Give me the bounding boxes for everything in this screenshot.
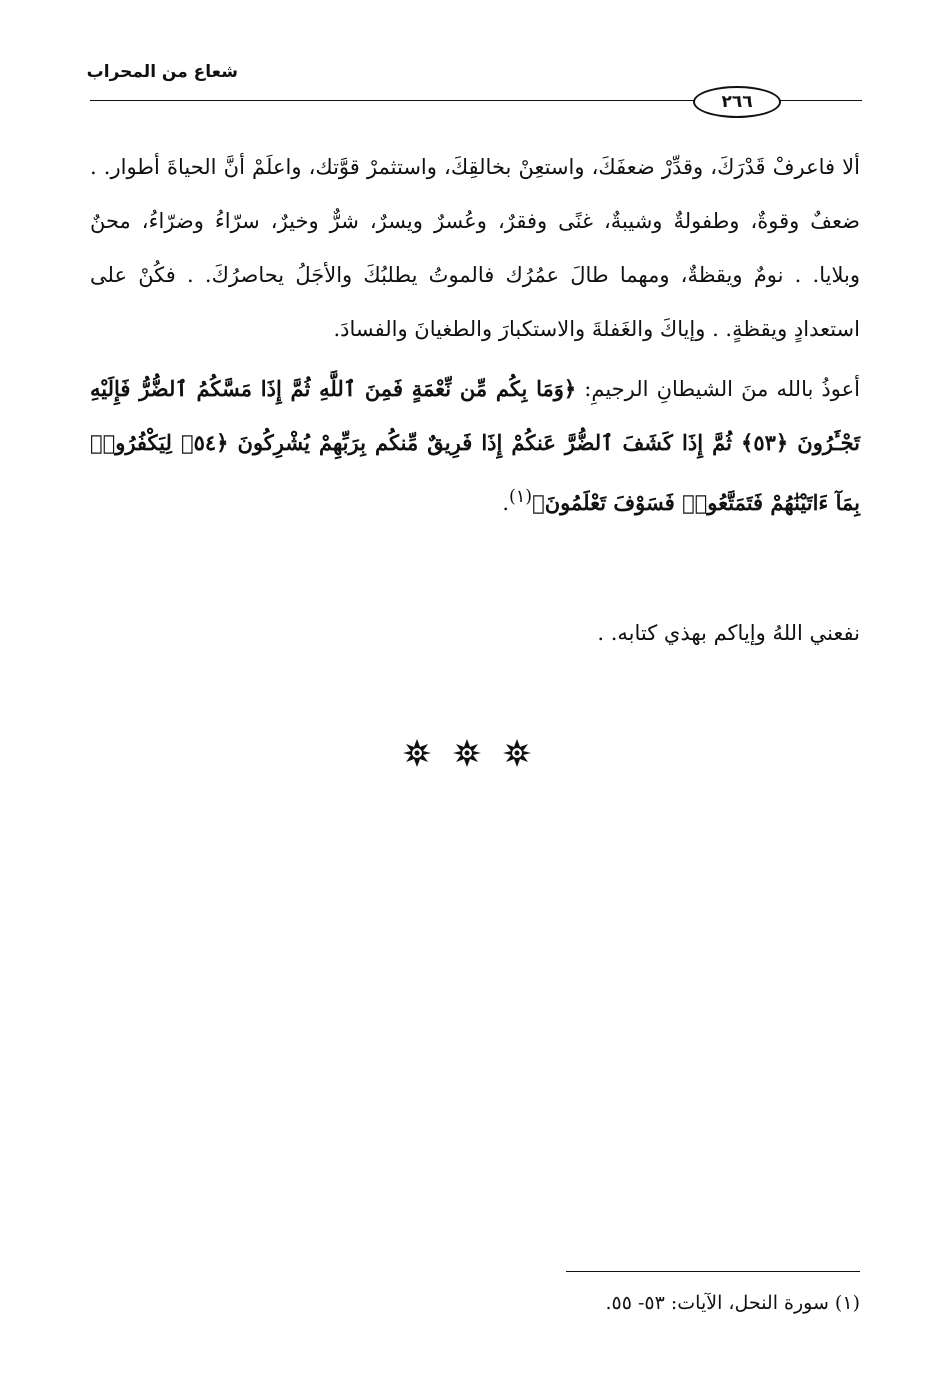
section-separator [402, 738, 532, 768]
paragraph-2-end: . [502, 491, 510, 515]
flower-ornament-icon [402, 738, 432, 768]
body-text [90, 140, 860, 530]
paragraph-2 [90, 362, 860, 530]
footnote: (١) سورة النحل، الآيات: ٥٣- ٥٥. [605, 1292, 860, 1314]
flower-ornament-icon [452, 738, 482, 768]
paragraph-2-intro: أعوذُ بالله منَ الشيطانِ الرجيمِ: [576, 377, 861, 401]
running-title: شعاع من المحراب [86, 62, 238, 82]
footnote-marker: (١) [509, 487, 533, 507]
footnote-rule [566, 1271, 860, 1272]
closing-line: نفعني اللهُ وإياكم بهذي كتابه. . [597, 621, 860, 645]
paragraph-1: ألا فاعرفْ قَدْرَكَ، وقدِّرْ ضعفَكَ، واستعِنْ بخالقِكَ، واستثمرْ قوَّتك، واعلَمْ أنَّ الحياةَ أطوار. . ضعفٌ وقوةٌ، وطفولةٌ وشيبةٌ، غنًى وفقرٌ، وعُسرٌ ويسرٌ، شرٌّ وخيرٌ، سرّاءُ وضرّاءُ، محنٌ وبلايا. . نومٌ ويقظةٌ، ومهما طالَ عمُرُك فالموتُ يطلبُكَ والأجَلُ يحاصرُكَ. . فكُنْ على استعدادٍ ويقظةٍ. . وإياكَ والغَفلةَ والاستكبارَ والطغيانَ والفسادَ. [90, 155, 860, 341]
quran-verse: ﴿وَمَا بِكُم مِّن نِّعْمَةٍ فَمِنَ ٱللَّهِ ثُمَّ إِذَا مَسَّكُمُ ٱلضُّرُّ فَإِلَيْهِ تَجْـَٔرُونَ ﴿٥٣﴾ ثُمَّ إِذَا كَشَفَ ٱلضُّرَّ عَنكُمْ إِذَا فَرِيقٌ مِّنكُم بِرَبِّهِمْ يُشْرِكُونَ ﴿٥٤﴾ لِيَكْفُرُوا۟ بِمَآ ءَاتَيْنَٰهُمْ فَتَمَتَّعُوا۟ فَسَوْفَ تَعْلَمُونَ﴾ [90, 376, 861, 515]
page-number: ٢٦٦ [693, 86, 781, 118]
flower-ornament-icon [502, 738, 532, 768]
